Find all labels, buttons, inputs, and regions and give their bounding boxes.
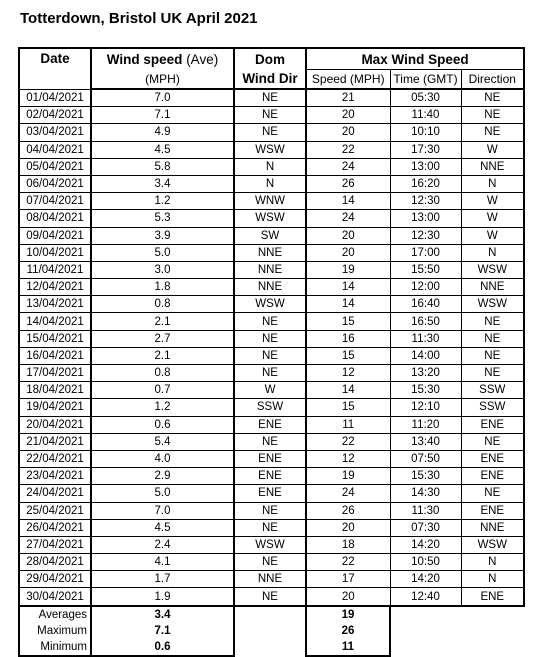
cell-time: 17:00 [390, 244, 461, 261]
cell-max-speed: 19 [306, 468, 390, 485]
cell-dom-dir: NE [234, 89, 306, 107]
cell-dom-dir: NE [234, 107, 306, 124]
cell-date: 20/04/2021 [19, 416, 91, 433]
cell-dom-dir: WSW [234, 210, 306, 227]
cell-date: 17/04/2021 [19, 365, 91, 382]
table-row [19, 450, 524, 467]
cell-time: 16:50 [390, 313, 461, 330]
cell-time: 11:30 [390, 502, 461, 519]
cell-max-speed: 11 [306, 416, 390, 433]
cell-time: 05:30 [390, 89, 461, 107]
cell-max-dir: ENE [461, 468, 524, 485]
cell-wind-speed: 4.5 [91, 141, 234, 158]
cell-date: 02/04/2021 [19, 107, 91, 124]
cell-wind-speed: 4.5 [91, 519, 234, 536]
cell-max-speed: 22 [306, 433, 390, 450]
cell-wind-speed: 5.0 [91, 485, 234, 502]
cell-max-speed: 21 [306, 89, 390, 107]
cell-date: 13/04/2021 [19, 296, 91, 313]
cell-dom-dir: NE [234, 554, 306, 571]
header-wind-speed-unit: (MPH) [91, 70, 234, 90]
cell-time: 07:30 [390, 519, 461, 536]
cell-dom-dir: ENE [234, 485, 306, 502]
cell-dom-dir: NE [234, 365, 306, 382]
table-row [19, 399, 524, 416]
cell-max-dir: W [461, 141, 524, 158]
cell-date: 26/04/2021 [19, 519, 91, 536]
cell-max-dir: W [461, 227, 524, 244]
header-speed: Speed (MPH) [306, 70, 390, 90]
summary-rows [19, 606, 524, 656]
table-row [19, 244, 524, 261]
cell-max-dir: NE [461, 365, 524, 382]
cell-max-dir: NE [461, 313, 524, 330]
cell-dom-dir: NE [234, 502, 306, 519]
cell-time: 15:30 [390, 382, 461, 399]
cell-max-dir: NE [461, 485, 524, 502]
cell-wind-speed: 0.8 [91, 365, 234, 382]
table-row [19, 107, 524, 124]
table-row [19, 193, 524, 210]
cell-date: 27/04/2021 [19, 536, 91, 553]
cell-date: 22/04/2021 [19, 450, 91, 467]
cell-dom-dir: SSW [234, 399, 306, 416]
cell-max-dir: NE [461, 89, 524, 107]
cell-max-dir: NE [461, 107, 524, 124]
cell-max-speed: 24 [306, 158, 390, 175]
table-row [19, 571, 524, 588]
cell-wind-speed: 0.7 [91, 382, 234, 399]
cell-dom-dir: WSW [234, 536, 306, 553]
summary-empty [234, 623, 306, 639]
cell-max-speed: 26 [306, 175, 390, 192]
cell-wind-speed: 5.0 [91, 244, 234, 261]
cell-date: 15/04/2021 [19, 330, 91, 347]
cell-date: 23/04/2021 [19, 468, 91, 485]
cell-max-speed: 24 [306, 485, 390, 502]
table-row [19, 347, 524, 364]
cell-time: 11:20 [390, 416, 461, 433]
cell-date: 29/04/2021 [19, 571, 91, 588]
cell-time: 11:30 [390, 330, 461, 347]
cell-dom-dir: NE [234, 347, 306, 364]
daily-rows [19, 89, 524, 606]
cell-time: 10:50 [390, 554, 461, 571]
summary-label: Minimum [19, 639, 91, 656]
table-row [19, 227, 524, 244]
cell-date: 11/04/2021 [19, 261, 91, 278]
cell-date: 30/04/2021 [19, 588, 91, 606]
cell-max-dir: NE [461, 433, 524, 450]
cell-wind-speed: 2.4 [91, 536, 234, 553]
cell-max-speed: 20 [306, 519, 390, 536]
summary-max-speed: 11 [306, 639, 390, 656]
cell-wind-speed: 3.4 [91, 175, 234, 192]
cell-dom-dir: WSW [234, 296, 306, 313]
cell-max-dir: W [461, 210, 524, 227]
cell-wind-speed: 2.7 [91, 330, 234, 347]
cell-max-dir: N [461, 244, 524, 261]
cell-wind-speed: 5.8 [91, 158, 234, 175]
cell-date: 28/04/2021 [19, 554, 91, 571]
cell-max-speed: 18 [306, 536, 390, 553]
summary-row [19, 623, 524, 639]
cell-date: 04/04/2021 [19, 141, 91, 158]
cell-dom-dir: NNE [234, 279, 306, 296]
cell-dom-dir: NE [234, 313, 306, 330]
table-row [19, 89, 524, 107]
table-row [19, 141, 524, 158]
cell-max-speed: 22 [306, 141, 390, 158]
cell-time: 16:40 [390, 296, 461, 313]
header-wind-speed-ave: (Ave) [186, 51, 219, 67]
page-title: Totterdown, Bristol UK April 2021 [20, 10, 258, 27]
table-row [19, 382, 524, 399]
summary-empty [390, 623, 524, 639]
cell-max-speed: 20 [306, 124, 390, 141]
cell-max-dir: WSW [461, 261, 524, 278]
table-row [19, 588, 524, 606]
cell-dom-dir: N [234, 175, 306, 192]
cell-dom-dir: WSW [234, 141, 306, 158]
cell-dom-dir: ENE [234, 416, 306, 433]
cell-wind-speed: 3.0 [91, 261, 234, 278]
cell-date: 14/04/2021 [19, 313, 91, 330]
cell-wind-speed: 1.7 [91, 571, 234, 588]
summary-row [19, 606, 524, 623]
summary-wind-speed: 0.6 [91, 639, 234, 656]
cell-max-speed: 22 [306, 554, 390, 571]
summary-empty [390, 606, 524, 623]
table-row [19, 554, 524, 571]
cell-date: 01/04/2021 [19, 89, 91, 107]
cell-max-dir: NNE [461, 519, 524, 536]
cell-max-dir: N [461, 571, 524, 588]
cell-date: 21/04/2021 [19, 433, 91, 450]
summary-empty [234, 606, 306, 623]
cell-max-speed: 17 [306, 571, 390, 588]
cell-max-dir: ENE [461, 502, 524, 519]
cell-date: 06/04/2021 [19, 175, 91, 192]
header-direction: Direction [461, 70, 524, 90]
table-row [19, 296, 524, 313]
cell-max-dir: WSW [461, 296, 524, 313]
header-time: Time (GMT) [390, 70, 461, 90]
cell-max-dir: ENE [461, 450, 524, 467]
header-wind-dir: Wind Dir [234, 70, 306, 90]
summary-wind-speed: 3.4 [91, 606, 234, 623]
cell-max-dir: NE [461, 347, 524, 364]
cell-time: 13:40 [390, 433, 461, 450]
cell-max-speed: 20 [306, 244, 390, 261]
summary-empty [234, 639, 306, 656]
table-row [19, 502, 524, 519]
cell-max-speed: 26 [306, 502, 390, 519]
cell-wind-speed: 2.1 [91, 313, 234, 330]
cell-max-speed: 20 [306, 107, 390, 124]
cell-max-speed: 24 [306, 210, 390, 227]
cell-dom-dir: NNE [234, 571, 306, 588]
cell-time: 14:20 [390, 571, 461, 588]
cell-wind-speed: 1.2 [91, 399, 234, 416]
cell-dom-dir: ENE [234, 450, 306, 467]
cell-dom-dir: N [234, 158, 306, 175]
cell-wind-speed: 5.4 [91, 433, 234, 450]
cell-dom-dir: NE [234, 519, 306, 536]
cell-wind-speed: 7.1 [91, 107, 234, 124]
cell-max-speed: 16 [306, 330, 390, 347]
cell-max-dir: SSW [461, 382, 524, 399]
cell-max-speed: 15 [306, 313, 390, 330]
header-date: Date [19, 48, 91, 89]
cell-time: 12:10 [390, 399, 461, 416]
cell-time: 15:30 [390, 468, 461, 485]
table-row [19, 536, 524, 553]
cell-dom-dir: NE [234, 330, 306, 347]
cell-wind-speed: 1.9 [91, 588, 234, 606]
cell-max-dir: W [461, 193, 524, 210]
cell-wind-speed: 4.9 [91, 124, 234, 141]
cell-wind-speed: 3.9 [91, 227, 234, 244]
cell-time: 15:50 [390, 261, 461, 278]
cell-wind-speed: 2.1 [91, 347, 234, 364]
cell-max-speed: 12 [306, 365, 390, 382]
summary-max-speed: 26 [306, 623, 390, 639]
cell-max-speed: 19 [306, 261, 390, 278]
cell-max-speed: 14 [306, 296, 390, 313]
cell-time: 12:30 [390, 227, 461, 244]
cell-dom-dir: W [234, 382, 306, 399]
cell-date: 10/04/2021 [19, 244, 91, 261]
table-row [19, 279, 524, 296]
cell-dom-dir: NNE [234, 261, 306, 278]
cell-time: 12:40 [390, 588, 461, 606]
cell-max-speed: 15 [306, 399, 390, 416]
table-row [19, 468, 524, 485]
cell-dom-dir: NE [234, 124, 306, 141]
cell-wind-speed: 4.1 [91, 554, 234, 571]
cell-time: 13:20 [390, 365, 461, 382]
cell-time: 14:20 [390, 536, 461, 553]
table-row [19, 158, 524, 175]
cell-max-speed: 12 [306, 450, 390, 467]
cell-date: 19/04/2021 [19, 399, 91, 416]
cell-wind-speed: 7.0 [91, 502, 234, 519]
cell-date: 05/04/2021 [19, 158, 91, 175]
summary-label: Maximum [19, 623, 91, 639]
cell-max-dir: NE [461, 124, 524, 141]
summary-row [19, 639, 524, 656]
cell-wind-speed: 0.6 [91, 416, 234, 433]
cell-wind-speed: 2.9 [91, 468, 234, 485]
table-row [19, 313, 524, 330]
cell-time: 11:40 [390, 107, 461, 124]
cell-time: 07:50 [390, 450, 461, 467]
cell-max-speed: 14 [306, 279, 390, 296]
cell-date: 25/04/2021 [19, 502, 91, 519]
cell-time: 13:00 [390, 210, 461, 227]
cell-date: 07/04/2021 [19, 193, 91, 210]
cell-time: 10:10 [390, 124, 461, 141]
cell-max-dir: ENE [461, 588, 524, 606]
cell-dom-dir: NNE [234, 244, 306, 261]
cell-wind-speed: 0.8 [91, 296, 234, 313]
header-dom: Dom [234, 48, 306, 70]
cell-max-speed: 20 [306, 588, 390, 606]
cell-max-dir: ENE [461, 416, 524, 433]
cell-max-dir: SSW [461, 399, 524, 416]
cell-date: 03/04/2021 [19, 124, 91, 141]
cell-date: 09/04/2021 [19, 227, 91, 244]
cell-dom-dir: NE [234, 433, 306, 450]
cell-wind-speed: 1.8 [91, 279, 234, 296]
cell-time: 12:00 [390, 279, 461, 296]
cell-max-dir: WSW [461, 536, 524, 553]
table-row [19, 519, 524, 536]
header-max-wind-speed: Max Wind Speed [306, 48, 524, 70]
cell-wind-speed: 7.0 [91, 89, 234, 107]
cell-time: 13:00 [390, 158, 461, 175]
table-row [19, 210, 524, 227]
cell-dom-dir: ENE [234, 468, 306, 485]
table-row [19, 330, 524, 347]
cell-max-dir: N [461, 554, 524, 571]
cell-max-speed: 15 [306, 347, 390, 364]
cell-date: 24/04/2021 [19, 485, 91, 502]
cell-dom-dir: SW [234, 227, 306, 244]
header-wind-speed [91, 48, 234, 70]
cell-max-dir: NNE [461, 279, 524, 296]
summary-empty [390, 639, 524, 656]
cell-max-dir: NE [461, 330, 524, 347]
cell-time: 14:30 [390, 485, 461, 502]
summary-label: Averages [19, 606, 91, 623]
cell-dom-dir: NE [234, 588, 306, 606]
cell-date: 12/04/2021 [19, 279, 91, 296]
table-row [19, 485, 524, 502]
cell-date: 18/04/2021 [19, 382, 91, 399]
table-row [19, 175, 524, 192]
cell-time: 17:30 [390, 141, 461, 158]
wind-table [18, 47, 525, 657]
cell-wind-speed: 5.3 [91, 210, 234, 227]
cell-time: 14:00 [390, 347, 461, 364]
table-row [19, 261, 524, 278]
cell-max-speed: 14 [306, 382, 390, 399]
cell-date: 08/04/2021 [19, 210, 91, 227]
table-row [19, 416, 524, 433]
cell-max-speed: 14 [306, 193, 390, 210]
cell-max-dir: N [461, 175, 524, 192]
cell-time: 16:20 [390, 175, 461, 192]
cell-wind-speed: 1.2 [91, 193, 234, 210]
cell-max-dir: NNE [461, 158, 524, 175]
cell-max-speed: 20 [306, 227, 390, 244]
table-row [19, 365, 524, 382]
cell-wind-speed: 4.0 [91, 450, 234, 467]
cell-dom-dir: WNW [234, 193, 306, 210]
header-wind-speed-label: Wind speed [106, 51, 183, 67]
table-row [19, 433, 524, 450]
table-row [19, 124, 524, 141]
summary-max-speed: 19 [306, 606, 390, 623]
cell-date: 16/04/2021 [19, 347, 91, 364]
cell-time: 12:30 [390, 193, 461, 210]
summary-wind-speed: 7.1 [91, 623, 234, 639]
